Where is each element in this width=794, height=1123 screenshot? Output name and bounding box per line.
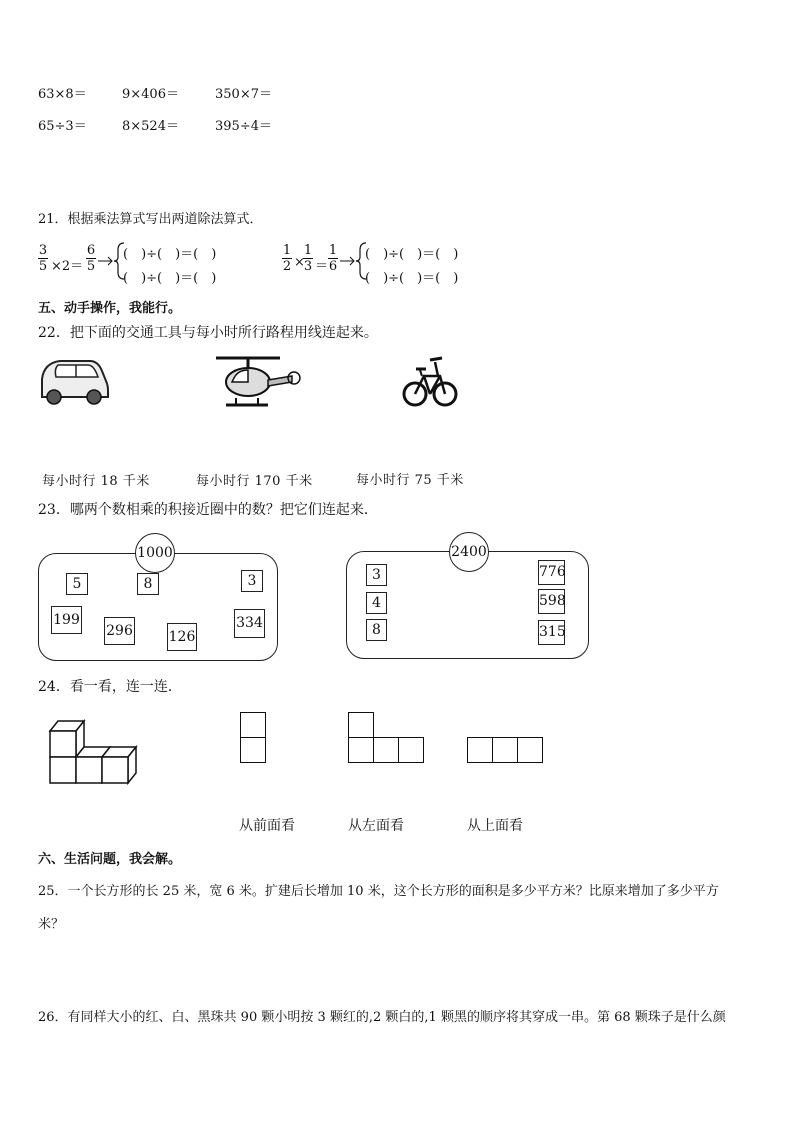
q21-title: 21．根据乘法算式写出两道除法算式． <box>38 212 263 227</box>
q21-right-frac1: 1 2 <box>282 243 292 274</box>
view-a-square <box>240 712 266 738</box>
q21-left-times: ×2＝ <box>51 259 84 274</box>
view-b-square <box>348 737 374 763</box>
q26-text-line1: 26．有同样大小的红、白、黑珠共 90 颗小明按 3 颗红的,2 颗白的,1 颗黑的顺序将其穿成一串。第 68 颗珠子是什么颜 <box>38 1010 726 1025</box>
view-a-square <box>240 737 266 763</box>
q21-left-blank-2[interactable]: ( )÷( )＝( ) <box>123 271 217 286</box>
view-b-square <box>373 737 399 763</box>
q23-g1-num-296[interactable]: 296 <box>104 617 135 645</box>
view-c-square <box>517 737 543 763</box>
q23-g1-num-5[interactable]: 5 <box>66 573 88 595</box>
q21-right-frac3: 1 6 <box>328 243 338 274</box>
view-b-square <box>398 737 424 763</box>
q21-right-times: × <box>294 255 305 270</box>
q21-right-eq: ＝ <box>315 259 329 274</box>
q22-label-2: 每小时行 170 千米 <box>196 474 313 489</box>
q23-g1-num-334[interactable]: 334 <box>234 609 265 638</box>
bicycle-icon <box>402 350 458 412</box>
calc-2-2: 8×524＝ <box>122 119 179 134</box>
view-c-square <box>492 737 518 763</box>
view-label-top: 从上面看 <box>467 818 523 834</box>
q23-g1-num-126[interactable]: 126 <box>167 623 197 651</box>
q22-label-3: 每小时行 75 千米 <box>356 473 464 488</box>
q23-group1-target: 1000 <box>135 533 175 573</box>
calc-2-1: 65÷3＝ <box>38 119 87 134</box>
q23-g1-num-8[interactable]: 8 <box>137 573 159 595</box>
q21-right-blank-2[interactable]: ( )÷( )＝( ) <box>365 271 459 286</box>
q21-right-frac2: 1 3 <box>303 243 313 274</box>
calc-1-3: 350×7＝ <box>215 87 272 102</box>
q23-group2-target: 2400 <box>449 532 489 572</box>
q23-g1-num-3[interactable]: 3 <box>241 570 263 592</box>
q21-left-frac1: 3 5 <box>38 243 48 274</box>
q23-g1-num-199[interactable]: 199 <box>51 606 82 634</box>
view-c-square <box>467 737 493 763</box>
q23-title: 23．哪两个数相乘的积接近圈中的数？把它们连起来． <box>38 502 378 518</box>
q23-g2-left-4[interactable]: 4 <box>366 592 387 614</box>
helicopter-icon <box>212 352 302 412</box>
section-6-heading: 六、生活问题，我会解。 <box>38 852 182 867</box>
q21-left-blank-1[interactable]: ( )÷( )＝( ) <box>123 247 217 262</box>
q22-label-1: 每小时行 18 千米 <box>42 474 150 489</box>
q25-text-line1: 25．一个长方形的长 25 米，宽 6 米。扩建后长增加 10 米，这个长方形的面积是多少平方米？比原来增加了多少平方 <box>38 884 719 899</box>
q23-g2-right-776[interactable]: 776 <box>538 560 565 585</box>
q23-g2-right-315[interactable]: 315 <box>538 620 565 645</box>
cube-stack-figure <box>46 717 138 787</box>
car-icon <box>36 355 110 409</box>
q22-title: 22．把下面的交通工具与每小时所行路程用线连起来。 <box>38 325 378 341</box>
q23-g2-left-8[interactable]: 8 <box>366 619 387 641</box>
view-label-left: 从左面看 <box>348 818 404 834</box>
q24-title: 24．看一看，连一连． <box>38 679 182 695</box>
calc-1-2: 9×406＝ <box>122 87 179 102</box>
calc-2-3: 395÷4＝ <box>215 119 272 134</box>
view-label-front: 从前面看 <box>239 818 295 834</box>
q23-g2-right-598[interactable]: 598 <box>538 589 565 614</box>
q23-g2-left-3[interactable]: 3 <box>366 564 387 586</box>
q21-left-frac2: 6 5 <box>86 243 96 274</box>
calc-1-1: 63×8＝ <box>38 87 87 102</box>
view-b-square <box>348 712 374 738</box>
section-5-heading: 五、动手操作，我能行。 <box>38 301 182 316</box>
q21-right-blank-1[interactable]: ( )÷( )＝( ) <box>365 247 459 262</box>
q25-text-line2: 米？ <box>38 917 65 932</box>
